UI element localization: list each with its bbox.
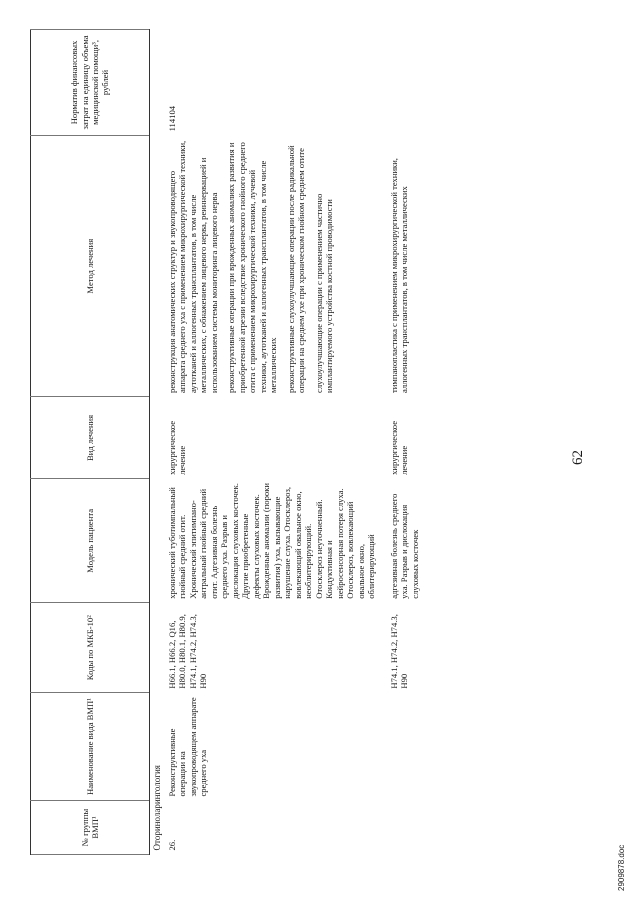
cell-treatment-type: хирургическое лечение [388, 420, 410, 475]
vmp-table [30, 29, 422, 855]
header-patient-model: Модель пациента [31, 479, 150, 603]
table-row [387, 30, 422, 855]
header-mkb-codes: Коды по МКБ-10² [31, 603, 150, 693]
method-item: реконструкция анатомических структур и звукопроводящего аппарата среднего уха с применением микрохирургической техники, аутотканей и аллогенных трансплантатов, в том числе металлических, с обнажением лицевого нерва, реиннервацией и использованием системы мониторинга лицевого нерва [166, 140, 219, 393]
header-group-no: № группы ВМП¹ [31, 801, 150, 855]
method-item: слухоулучшающие операции с применением частично имплантируемого устройства костной проводимости [313, 193, 335, 393]
header-vmp-name: Наименование вида ВМП¹ [31, 693, 150, 801]
page-number: 62 [570, 450, 586, 465]
cell-patient-model: хронический туботимпальный гнойный средний отит. Хронический эпитимпано-антральный гнойный средний отит. Адгезивная болезнь среднего уха. Разрыв и дислокация слуховых косточек. Другие приобретенные дефекты слуховых косточек. Врожденные аномалии (пороки развития) уха, вызывающие нарушение слуха. Отосклероз, вовлекающий овальное окно, необлитерирующий. Отосклероз неуточненный. Кондуктивная и нейросенсорная потеря слуха. Отосклероз, вовлекающий овальное окно, облитерирующий [166, 483, 377, 599]
section-title: Оториноларингология [152, 765, 162, 851]
footer-filename: 2909878.doc [617, 844, 626, 891]
cell-treatment-methods [387, 135, 422, 397]
row-spacer [379, 30, 387, 855]
cell-mkb-codes: H74.1, H74.2, H74.3, H90 [388, 614, 410, 689]
section-row [150, 30, 165, 855]
cell-mkb-codes: H66.1, H66.2, Q16, H80.0, H80.1, H80.9, H74.1, H74.2, H74.3, H90 [166, 614, 209, 689]
method-item: тимпанопластика с применением микрохирургической техники, аллогенных трансплантатов, в том числе металлических [388, 158, 410, 393]
header-treatment-type: Вид лечения [31, 397, 150, 479]
cell-group-no: 26. [166, 839, 177, 851]
header-cost-norm: Норматив финансовых затрат на единицу объема медицинской помощи³, рублей [31, 30, 150, 136]
cell-cost-norm [387, 30, 422, 136]
cell-treatment-type: хирургическое лечение [166, 420, 188, 475]
method-item: реконструктивные операции при врожденных аномалиях развития и приобретенной атрезии вследствие хронического гнойного среднего отита с применением микрохирургической техники, лучевой техники, аутотканей и аллогенных трансплантатов, в том числе металлических [226, 142, 279, 393]
cell-treatment-methods [165, 135, 379, 397]
header-treatment-method: Метод лечения [31, 135, 150, 397]
cell-group-no [387, 801, 422, 855]
cell-vmp-name: Реконструктивные операции на звукопроводящем аппарате среднего уха [166, 697, 209, 797]
table-row [165, 30, 379, 855]
cell-patient-model: адгезивная болезнь среднего уха. Разрыв и дислокация слуховых косточек [388, 493, 420, 599]
table-header-row [31, 30, 150, 855]
cell-vmp-name [387, 693, 422, 801]
cell-cost-norm: 114104 [166, 105, 177, 132]
method-item: реконструктивные слухоулучшающие операции после радикальной операции на среднем ухе при хроническом гнойном среднем отите [285, 145, 307, 393]
